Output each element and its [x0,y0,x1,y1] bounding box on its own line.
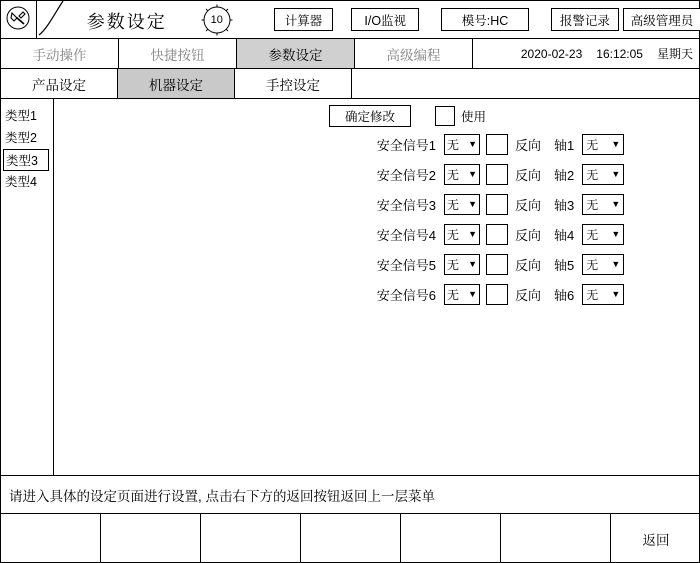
chevron-down-icon: ▼ [611,169,621,179]
alarm-log-button[interactable]: 报警记录 [551,8,619,31]
safety-signal-value-3: 无 [447,197,460,212]
mode-button[interactable]: 模号:HC [441,8,528,31]
footer-cell-1[interactable] [1,514,101,563]
footer-cell-2[interactable] [101,514,201,563]
safety-signal-input-3[interactable] [486,194,508,215]
direction-label-4: 反向 [515,227,542,243]
axis-value-6: 无 [586,287,599,302]
sidebar-item-type4[interactable]: 类型4 [5,175,37,189]
safety-signal-input-4[interactable] [486,224,508,245]
safety-signal-label-5: 安全信号5 [376,257,436,273]
tab-parameter-settings[interactable]: 参数设定 [237,39,355,68]
hint-text: 请进入具体的设定页面进行设置, 点击右下方的返回按钮返回上一层菜单 [9,488,436,504]
sidebar-item-type2[interactable]: 类型2 [5,131,37,145]
main-tab-bar [1,39,700,69]
use-checkbox[interactable] [435,106,455,126]
safety-signal-row-1 [362,133,624,155]
safety-signal-label-6: 安全信号6 [376,287,436,303]
tab-advanced-programming[interactable]: 高级编程 [355,39,473,68]
safety-signal-row-5 [362,253,624,275]
sidebar-item-type3[interactable]: 类型3 [3,149,49,171]
spanner-icon [6,6,30,33]
sidebar-type-list [1,99,54,476]
logo-container [1,1,37,38]
axis-value-3: 无 [586,197,599,212]
direction-label-6: 反向 [515,287,542,303]
calculator-button[interactable]: 计算器 [274,8,333,31]
chevron-down-icon: ▼ [611,289,621,299]
subtab-product-settings[interactable]: 产品设定 [1,69,118,98]
axis-label-3: 轴3 [554,197,575,213]
gear-icon [197,4,237,36]
footer-cell-6[interactable] [501,514,611,563]
safety-signal-input-5[interactable] [486,254,508,275]
date-text: 2020-02-23 [520,46,583,61]
title-zone [37,1,264,38]
chevron-down-icon: ▼ [611,139,621,149]
safety-signal-value-1: 无 [447,137,460,152]
safety-signal-select-5[interactable] [444,254,480,275]
gear-number: 10 [210,14,223,26]
tab-shortcut-buttons[interactable]: 快捷按钮 [119,39,237,68]
safety-signal-row-4 [362,223,624,245]
sub-tab-bar [1,69,700,99]
safety-signal-label-3: 安全信号3 [376,197,436,213]
direction-label-2: 反向 [515,167,542,183]
chevron-down-icon: ▼ [611,259,621,269]
back-button[interactable]: 返回 [642,532,670,548]
direction-label-5: 反向 [515,257,542,273]
safety-signal-row-2 [362,163,624,185]
safety-signal-value-2: 无 [447,167,460,182]
chevron-down-icon: ▼ [468,229,477,239]
safety-signal-label-2: 安全信号2 [376,167,436,183]
chevron-down-icon: ▼ [611,229,621,239]
subtab-manual-control-settings[interactable]: 手控设定 [235,69,352,98]
safety-signal-input-2[interactable] [486,164,508,185]
use-label: 使用 [461,110,487,124]
footer-cell-4[interactable] [301,514,401,563]
chevron-down-icon: ▼ [468,169,477,179]
safety-signal-select-1[interactable] [444,134,480,155]
axis-select-1[interactable] [582,134,624,155]
content-area [1,99,700,476]
safety-signal-list [362,133,624,313]
hint-bar [1,476,700,514]
settings-panel [55,99,700,475]
time-text: 16:12:05 [596,46,643,61]
safety-signal-select-3[interactable] [444,194,480,215]
safety-signal-label-4: 安全信号4 [376,227,436,243]
axis-select-3[interactable] [582,194,624,215]
safety-signal-row-3 [362,193,624,215]
confirm-row [329,105,486,127]
footer-cell-5[interactable] [401,514,501,563]
axis-label-1: 轴1 [554,137,575,153]
confirm-modify-button[interactable]: 确定修改 [329,105,411,127]
tab-manual-operation[interactable]: 手动操作 [1,39,119,68]
safety-signal-label-1: 安全信号1 [376,137,436,153]
axis-select-5[interactable] [582,254,624,275]
axis-select-2[interactable] [582,164,624,185]
direction-label-3: 反向 [515,197,542,213]
title-arc-decoration [33,0,73,39]
chevron-down-icon: ▼ [468,139,477,149]
safety-signal-value-5: 无 [447,257,460,272]
footer-cell-3[interactable] [201,514,301,563]
axis-value-2: 无 [586,167,599,182]
axis-value-5: 无 [586,257,599,272]
axis-label-6: 轴6 [554,287,575,303]
io-monitor-button[interactable]: I/O监视 [351,8,419,31]
chevron-down-icon: ▼ [468,259,477,269]
top-bar [1,1,700,39]
direction-label-1: 反向 [515,137,542,153]
safety-signal-select-6[interactable] [444,284,480,305]
footer-bar [1,514,700,563]
axis-label-4: 轴4 [554,227,575,243]
safety-signal-select-2[interactable] [444,164,480,185]
chevron-down-icon: ▼ [611,199,621,209]
safety-signal-row-6 [362,283,624,305]
axis-value-4: 无 [586,227,599,242]
chevron-down-icon: ▼ [468,199,477,209]
weekday-text: 星期天 [656,47,693,61]
page-title: 参数设定 [86,12,167,32]
sidebar-item-type1[interactable]: 类型1 [5,109,37,123]
axis-label-5: 轴5 [554,257,575,273]
safety-signal-input-1[interactable] [486,134,508,155]
axis-select-4[interactable] [582,224,624,245]
admin-button[interactable]: 高级管理员 [623,8,700,31]
axis-value-1: 无 [586,137,599,152]
datetime-display [473,39,700,68]
chevron-down-icon: ▼ [468,289,477,299]
safety-signal-value-6: 无 [447,287,460,302]
subtab-machine-settings[interactable]: 机器设定 [118,69,235,98]
axis-select-6[interactable] [582,284,624,305]
safety-signal-select-4[interactable] [444,224,480,245]
safety-signal-input-6[interactable] [486,284,508,305]
safety-signal-value-4: 无 [447,227,460,242]
axis-label-2: 轴2 [554,167,575,183]
